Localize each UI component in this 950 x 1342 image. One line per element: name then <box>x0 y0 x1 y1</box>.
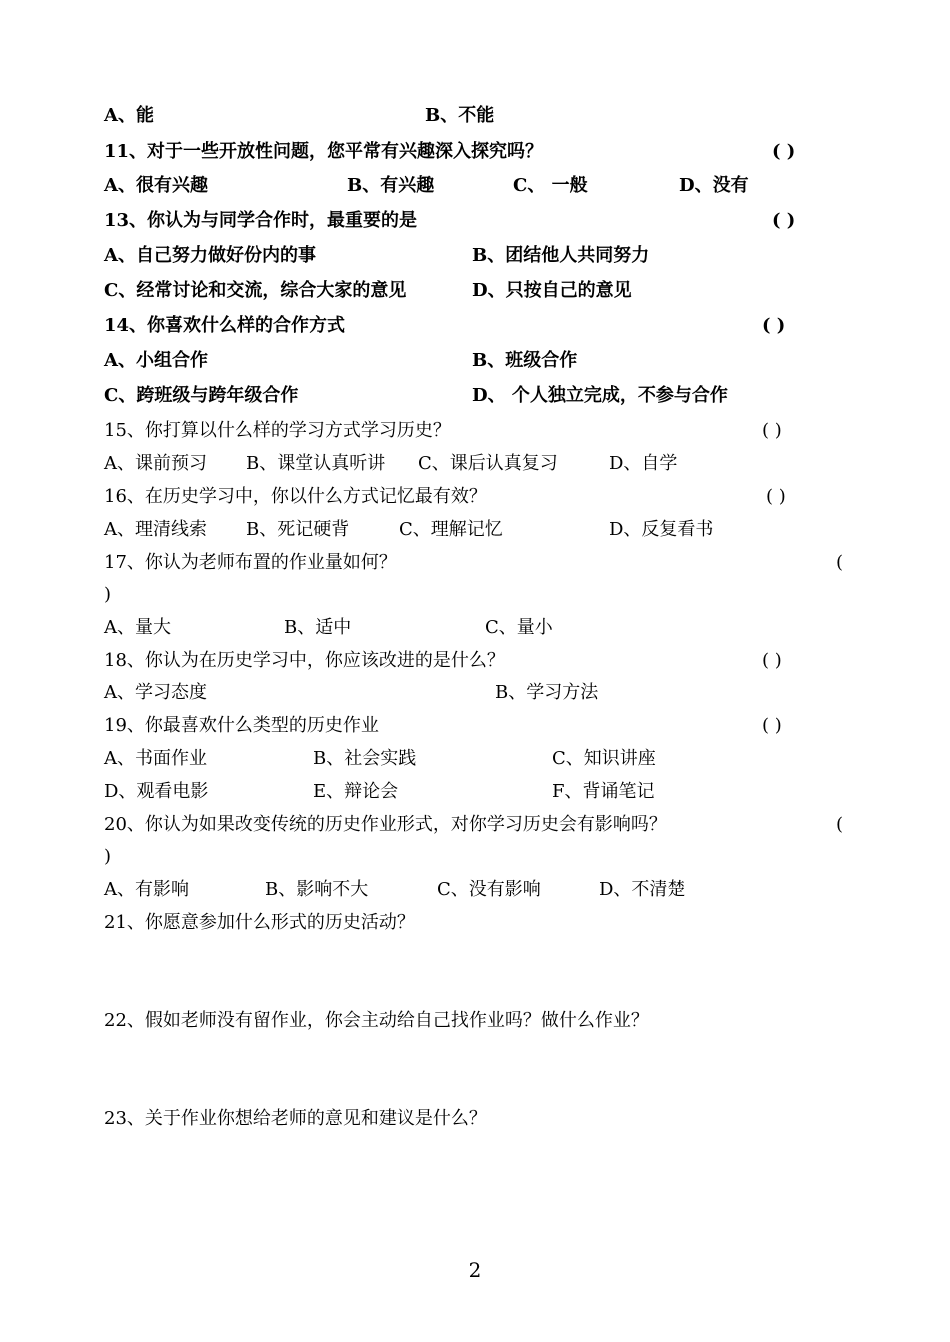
q18-question: 18、你认为在历史学习中，你应该改进的是什么？ <box>104 650 505 671</box>
q11-option-a: A、很有兴趣 <box>104 175 208 196</box>
q15-option-a: A、课前预习 <box>104 453 207 474</box>
q17-question: 17、你认为老师布置的作业量如何？ <box>104 552 397 573</box>
q20-option-b: B、影响不大 <box>265 879 369 900</box>
q11-question: 11、对于一些开放性问题，您平常有兴趣深入探究吗？ <box>104 141 544 162</box>
q16-question: 16、在历史学习中，你以什么方式记忆最有效？ <box>104 486 487 507</box>
q17-option-c: C、量小 <box>485 617 553 638</box>
q10-option-b: B、不能 <box>425 105 495 126</box>
q19-option-f: F、背诵笔记 <box>552 781 655 802</box>
q17-bracket-close: ) <box>104 584 112 605</box>
q20-option-a: A、有影响 <box>104 879 189 900</box>
q16-answer-bracket: ( ) <box>766 486 786 507</box>
q11-option-b: B、有兴趣 <box>347 175 435 196</box>
q20-bracket-close: ) <box>104 846 112 867</box>
q17-option-a: A、量大 <box>104 617 171 638</box>
q14-option-b: B、班级合作 <box>472 350 578 371</box>
q19-option-b: B、社会实践 <box>313 748 417 769</box>
q16-option-c: C、理解记忆 <box>399 519 503 540</box>
q23-question: 23、关于作业你想给老师的意见和建议是什么？ <box>104 1108 487 1129</box>
q18-answer-bracket: ( ) <box>762 650 782 671</box>
q20-question: 20、你认为如果改变传统的历史作业形式，对你学习历史会有影响吗？ <box>104 814 667 835</box>
q10-option-a: A、能 <box>104 105 154 126</box>
q16-option-d: D、反复看书 <box>609 519 714 540</box>
q14-option-c: C、跨班级与跨年级合作 <box>104 385 299 406</box>
q18-option-a: A、学习态度 <box>104 682 207 703</box>
q17-bracket-open: ( <box>836 552 844 573</box>
q13-option-b: B、团结他人共同努力 <box>472 245 650 266</box>
q13-answer-bracket: ( ) <box>772 210 796 231</box>
page-number: 2 <box>468 1258 482 1282</box>
q19-option-c: C、知识讲座 <box>552 748 656 769</box>
q11-option-c: C、 一般 <box>513 175 588 196</box>
q14-option-d: D、 个人独立完成，不参与合作 <box>472 385 728 406</box>
q13-option-d: D、只按自己的意见 <box>472 280 632 301</box>
q22-question: 22、假如老师没有留作业，你会主动给自己找作业吗？做什么作业？ <box>104 1010 649 1031</box>
q19-question: 19、你最喜欢什么类型的历史作业 <box>104 715 379 736</box>
q11-answer-bracket: ( ) <box>772 141 796 162</box>
q15-question: 15、你打算以什么样的学习方式学习历史？ <box>104 420 451 441</box>
q11-option-d: D、没有 <box>679 175 749 196</box>
q16-option-a: A、理清线索 <box>104 519 207 540</box>
q20-bracket-open: ( <box>836 814 844 835</box>
q19-answer-bracket: ( ) <box>762 715 782 736</box>
q13-option-c: C、经常讨论和交流，综合大家的意见 <box>104 280 407 301</box>
q19-option-a: A、书面作业 <box>104 748 207 769</box>
q13-option-a: A、自己努力做好份内的事 <box>104 245 316 266</box>
q21-question: 21、你愿意参加什么形式的历史活动？ <box>104 912 415 933</box>
q15-option-d: D、自学 <box>609 453 678 474</box>
q19-option-d: D、观看电影 <box>104 781 209 802</box>
q15-answer-bracket: ( ) <box>762 420 782 441</box>
q18-option-b: B、学习方法 <box>495 682 599 703</box>
q17-option-b: B、适中 <box>284 617 352 638</box>
q16-option-b: B、死记硬背 <box>246 519 350 540</box>
q15-option-c: C、课后认真复习 <box>418 453 558 474</box>
q20-option-d: D、不清楚 <box>599 879 686 900</box>
q15-option-b: B、课堂认真听讲 <box>246 453 386 474</box>
q14-question: 14、你喜欢什么样的合作方式 <box>104 315 346 336</box>
q14-answer-bracket: ( ) <box>762 315 786 336</box>
q13-question: 13、你认为与同学合作时，最重要的是 <box>104 210 418 231</box>
q19-option-e: E、辩论会 <box>313 781 399 802</box>
q14-option-a: A、小组合作 <box>104 350 208 371</box>
q20-option-c: C、没有影响 <box>437 879 541 900</box>
